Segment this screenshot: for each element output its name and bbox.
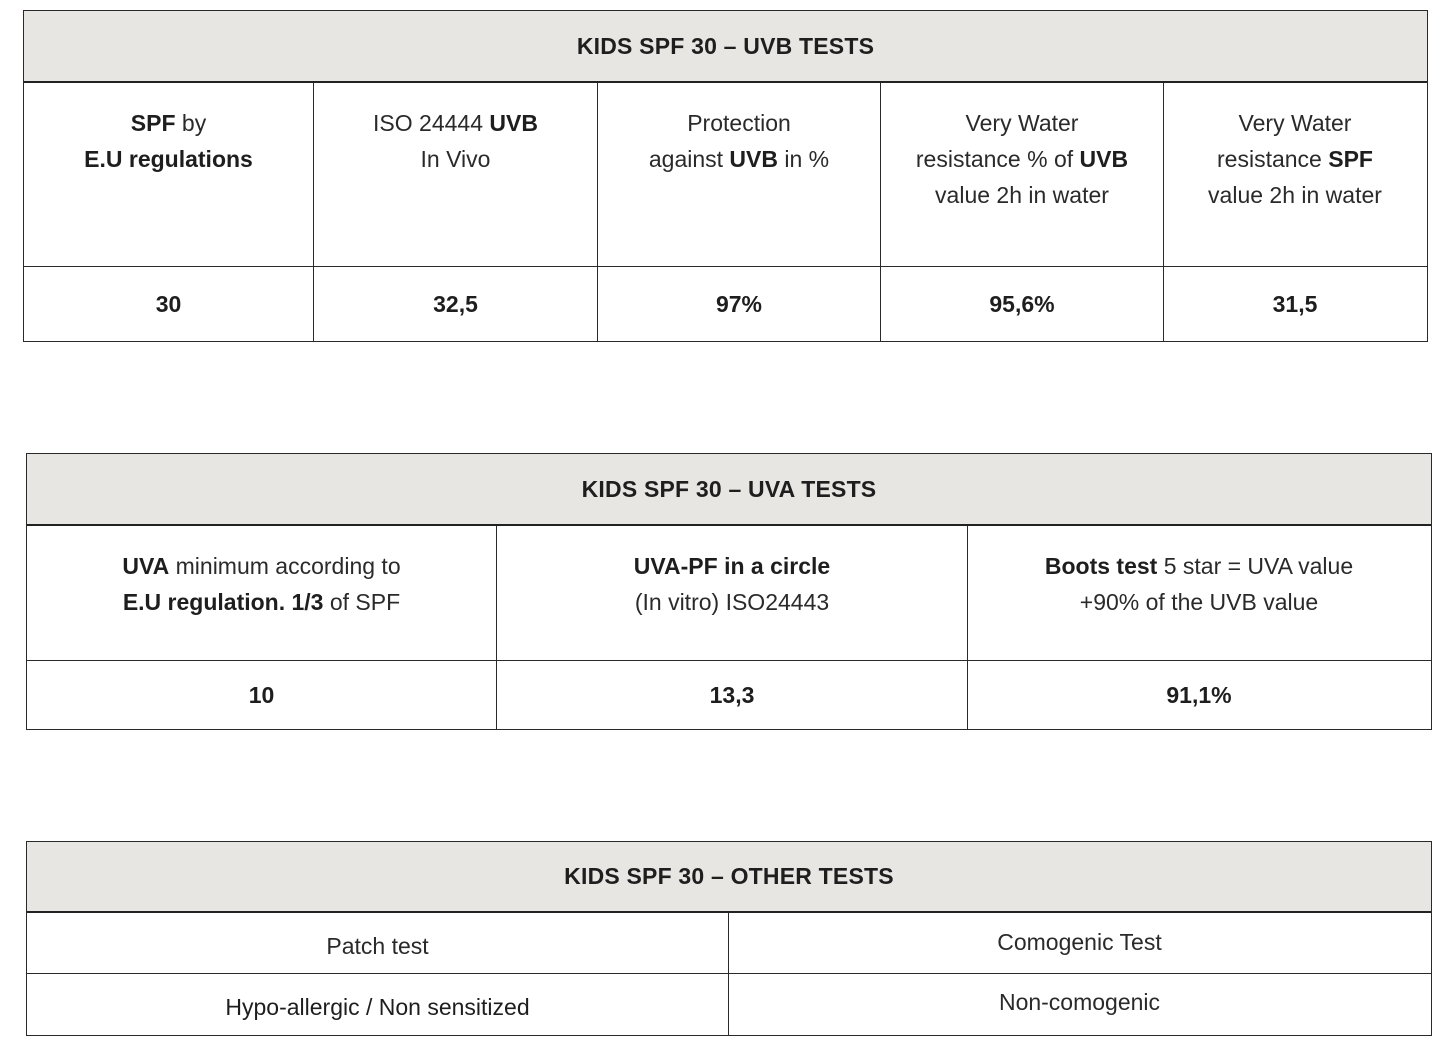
- uvb-value-row: [24, 266, 1427, 341]
- uva-header-cell: UVA-PF in a circle (In vitro) ISO24443: [497, 526, 968, 660]
- uvb-value-cell: 32,5: [314, 267, 598, 341]
- uva-header-cell: UVA minimum according to E.U regulation. 1/3 of SPF: [27, 526, 497, 660]
- uvb-header-cell: Very Water resistance % of UVB value 2h in water: [881, 83, 1164, 266]
- uva-header-cell: Boots test 5 star = UVA value +90% of the UVB value: [1044, 553, 1354, 615]
- uvb-table-title: KIDS SPF 30 – UVB TESTS: [24, 11, 1427, 83]
- other-value-cell: Hypo-allergic / Non sensitized: [27, 974, 729, 1035]
- other-value-row: [27, 973, 1431, 1035]
- other-header-cell: Comogenic Test: [997, 929, 1162, 955]
- uvb-value-cell: 97%: [598, 267, 881, 341]
- uvb-value-cell: 31,5: [1272, 291, 1318, 317]
- other-header-cell: Patch test: [27, 913, 729, 973]
- uvb-value-cell: 30: [24, 267, 314, 341]
- uva-value-cell: 91,1%: [1166, 682, 1232, 708]
- uvb-header-cell: SPF by E.U regulations: [24, 83, 314, 266]
- uvb-header-cell: ISO 24444 UVB In Vivo: [314, 83, 598, 266]
- uvb-header-cell: Protection against UVB in %: [598, 83, 881, 266]
- uva-value-row: [27, 660, 1431, 729]
- uvb-header-cell: Very Water resistance SPF value 2h in water: [1208, 110, 1382, 208]
- uva-header-row: [27, 526, 1431, 660]
- uvb-value-cell: 95,6%: [881, 267, 1164, 341]
- other-table-title: KIDS SPF 30 – OTHER TESTS: [27, 842, 1431, 913]
- uvb-header-row: [24, 83, 1427, 266]
- uva-value-cell: 13,3: [497, 661, 968, 729]
- uva-value-cell: 10: [27, 661, 497, 729]
- uvb-tests-table: [23, 10, 1428, 342]
- other-value-cell: Non-comogenic: [998, 988, 1161, 1015]
- other-header-row: [27, 913, 1431, 973]
- other-tests-table: [26, 841, 1432, 1036]
- uva-tests-table: [26, 453, 1432, 730]
- uva-table-title: KIDS SPF 30 – UVA TESTS: [27, 454, 1431, 526]
